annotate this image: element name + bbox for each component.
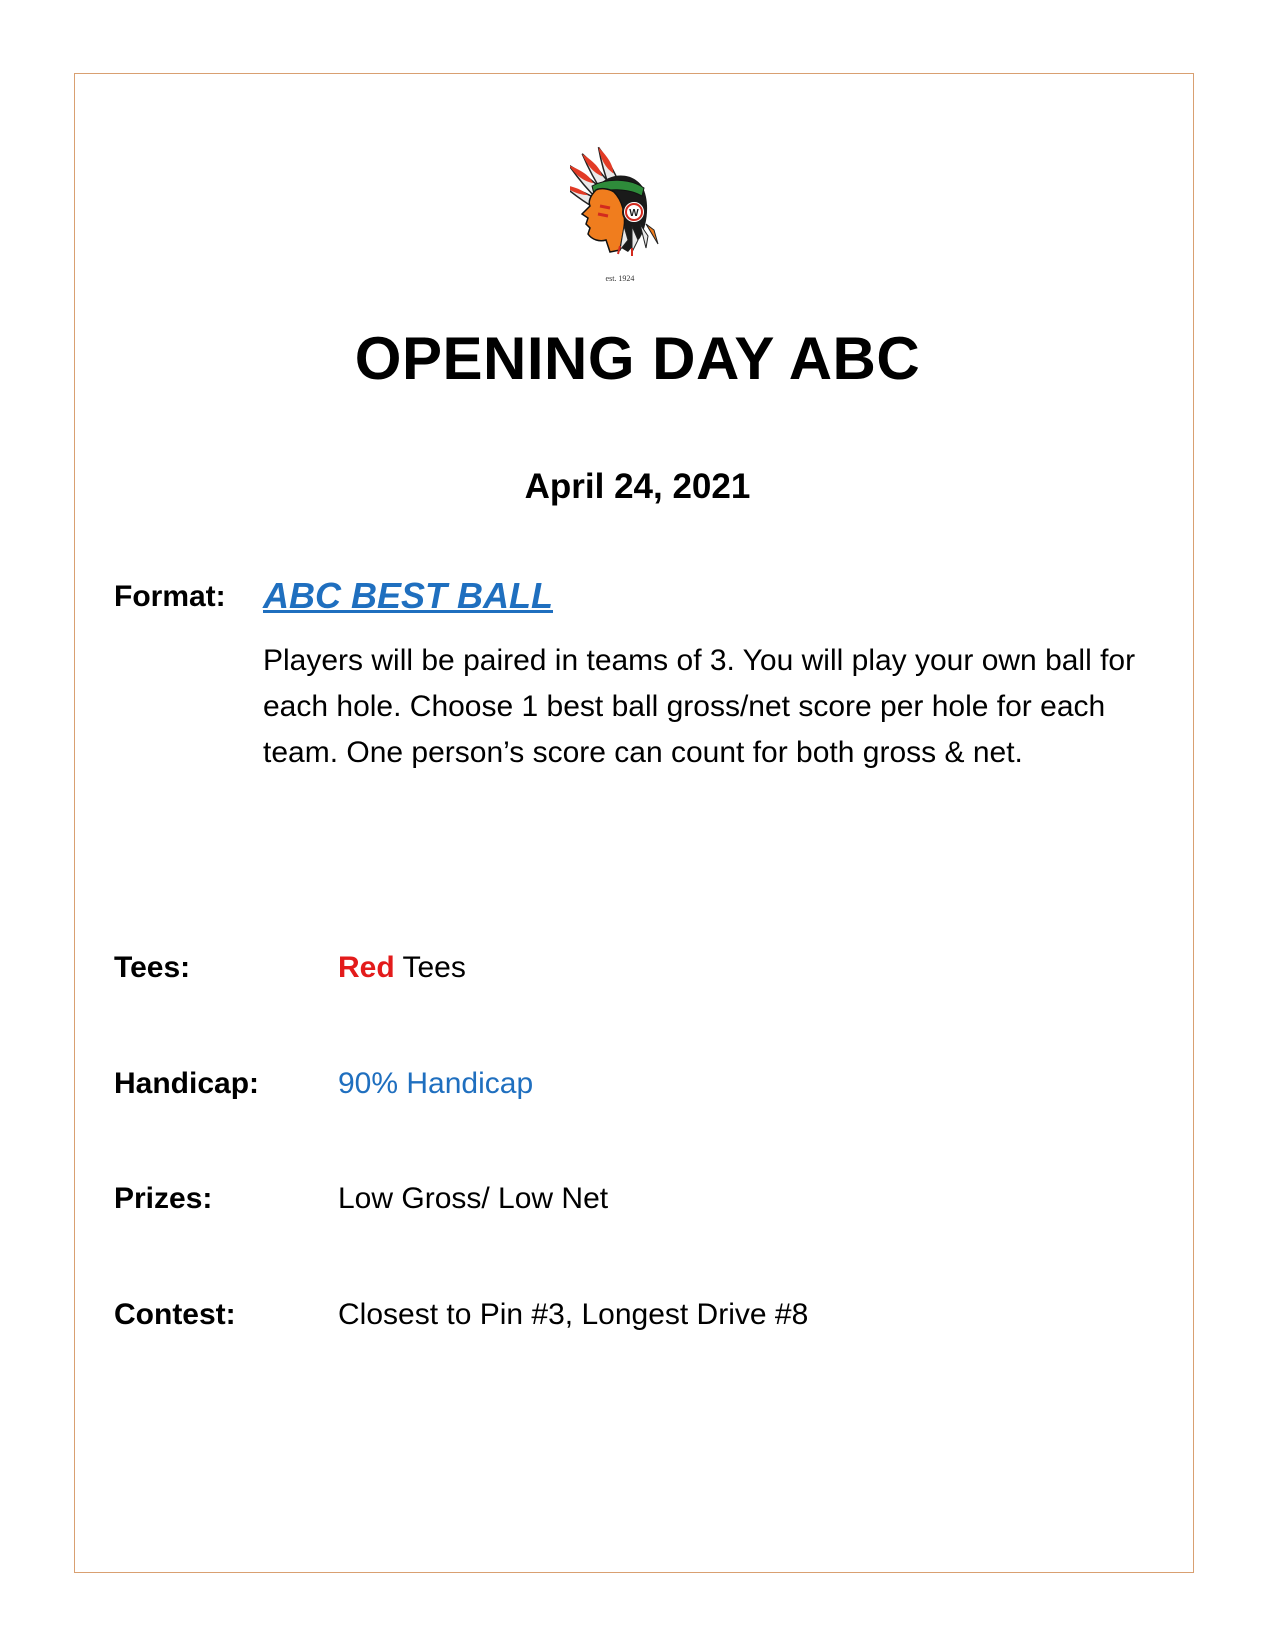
event-date: April 24, 2021 (524, 467, 751, 506)
page-title: OPENING DAY ABC (354, 325, 921, 392)
prizes-label: Prizes: (114, 1182, 213, 1215)
format-description: Players will be paired in teams of 3. You will play your own ball for each hole. Choose 1 best ball gross/net score per hole for each team. One person’s score can count for both gross & net. (263, 644, 1136, 769)
handicap-label: Handicap: (114, 1067, 260, 1100)
format-label: Format: (114, 580, 226, 613)
tees-color-word: Red (338, 951, 395, 984)
contest-label: Contest: (114, 1298, 236, 1331)
tees-label: Tees: (114, 951, 191, 984)
headdress-chief-logo-icon (570, 128, 700, 273)
club-logo (570, 128, 700, 288)
handicap-value: 90% Handicap (338, 1067, 534, 1100)
format-link[interactable]: ABC BEST BALL (263, 575, 553, 616)
tees-suffix: Tees (394, 951, 466, 984)
tees-value (338, 950, 466, 986)
logo-caption: est. 1924 (605, 274, 635, 283)
contest-value: Closest to Pin #3, Longest Drive #8 (338, 1298, 809, 1331)
prizes-value: Low Gross/ Low Net (338, 1182, 609, 1215)
svg-text:W: W (629, 208, 639, 219)
page-border (74, 73, 1194, 1573)
